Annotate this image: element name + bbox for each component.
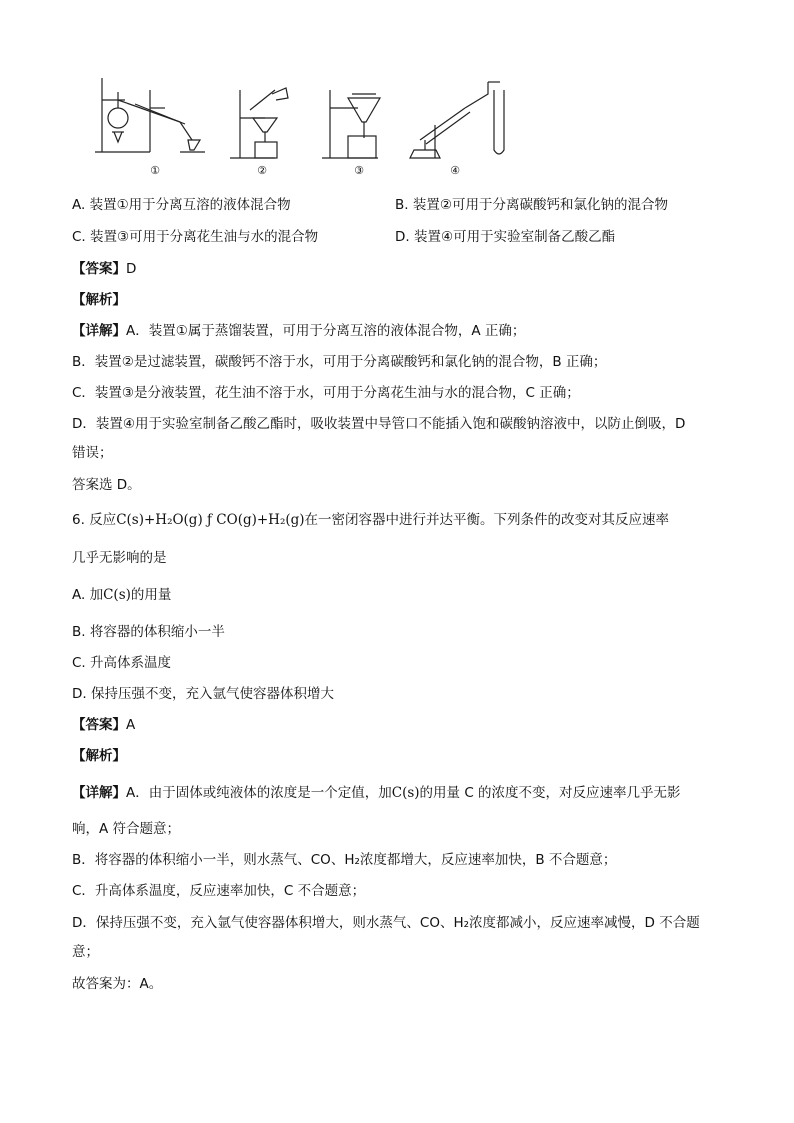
answer-tag: 【答案】	[72, 717, 126, 733]
q5-answer	[72, 257, 136, 277]
q5-detail-c: C．装置③是分液装置，花生油不溶于水，可用于分离花生油与水的混合物，C 正确；	[72, 385, 580, 401]
q6-stem	[72, 508, 669, 528]
q6-detail-d-cont: 意；	[72, 944, 99, 960]
q6-detail-d: D．保持压强不变，充入氩气使容器体积增大，则水蒸气、CO、H₂浓度都减小，反应速率减慢，D 不合题	[72, 915, 700, 931]
q6-option-c: C. 升高体系温度	[72, 655, 172, 671]
option-a-post: 的用量	[130, 587, 172, 603]
q5-analysis-tag: 【解析】	[72, 292, 126, 308]
q5-detail-d: D．装置④用于实验室制备乙酸乙酯时，吸收装置中导管口不能插入饱和碳酸钠溶液中，以防止倒吸，D	[72, 416, 686, 432]
q5-option-a: A. 装置①用于分离互溶的液体混合物	[72, 197, 291, 213]
q5-option-d: D. 装置④可用于实验室制备乙酸乙酯	[395, 229, 616, 245]
reaction-equation: C(s)+H₂O(g) ƒ CO(g)+H₂(g)	[116, 512, 305, 528]
stem-pre: 反应	[89, 512, 117, 528]
answer-tag: 【答案】	[72, 261, 126, 277]
q5-detail-b: B．装置②是过滤装置，碳酸钙不溶于水，可用于分离碳酸钙和氯化钠的混合物，B 正确；	[72, 354, 607, 370]
answer-value: A	[126, 717, 136, 733]
q5-option-b: B. 装置②可用于分离碳酸钙和氯化钠的混合物	[395, 197, 668, 213]
q5-detail-a	[72, 319, 525, 339]
q5-option-c: C. 装置③可用于分离花生油与水的混合物	[72, 229, 319, 245]
q6-analysis-tag: 【解析】	[72, 748, 126, 764]
option-a-pre: A. 加	[72, 587, 104, 603]
stem-post: 在一密闭容器中进行并达平衡。下列条件的改变对其反应速率	[304, 512, 670, 528]
q6-detail-c: C．升高体系温度，反应速率加快，C 不合题意；	[72, 883, 366, 899]
q6-detail-b: B．将容器的体积缩小一半，则水蒸气、CO、H₂浓度都增大，反应速率加快，B 不合题意；	[72, 852, 617, 868]
q6-answer	[72, 713, 135, 733]
question-number: 6.	[72, 512, 85, 528]
q6-option-d: D. 保持压强不变，充入氩气使容器体积增大	[72, 686, 334, 702]
q6-stem-line2: 几乎无影响的是	[72, 550, 167, 566]
apparatus-1-distillation	[95, 78, 205, 152]
option-a-formula: C(s)	[103, 587, 131, 603]
q6-option-a	[72, 583, 171, 603]
q6-detail-a-cont: 响，A 符合题意；	[72, 821, 181, 837]
answer-value: D	[126, 261, 137, 277]
q6-detail-a	[72, 781, 681, 801]
figure-label-3: ③	[354, 164, 364, 177]
detail-text: A．装置①属于蒸馏装置，可用于分离互溶的液体混合物，A 正确；	[126, 323, 526, 339]
detail-tag: 【详解】	[72, 785, 126, 801]
apparatus-3-separatory-funnel	[322, 90, 380, 158]
q5-detail-d-cont: 错误；	[72, 445, 113, 461]
figure-label-4: ④	[450, 164, 460, 177]
apparatus-2-filtration	[230, 88, 288, 158]
figure-label-2: ②	[257, 164, 267, 177]
detail-tag: 【详解】	[72, 323, 126, 339]
q6-conclusion: 故答案为：A。	[72, 976, 163, 992]
q5-conclusion: 答案选 D。	[72, 477, 141, 493]
detail-a-post: 的用量 C 的浓度不变，对反应速率几乎无影	[419, 785, 681, 801]
apparatus-figure	[90, 70, 510, 182]
q6-option-b: B. 将容器的体积缩小一半	[72, 624, 225, 640]
detail-a-pre: A．由于固体或纯液体的浓度是一个定值，加	[126, 785, 392, 801]
apparatus-4-ester-preparation	[410, 82, 504, 158]
detail-a-formula: C(s)	[391, 785, 420, 801]
figure-label-1: ①	[150, 164, 160, 177]
